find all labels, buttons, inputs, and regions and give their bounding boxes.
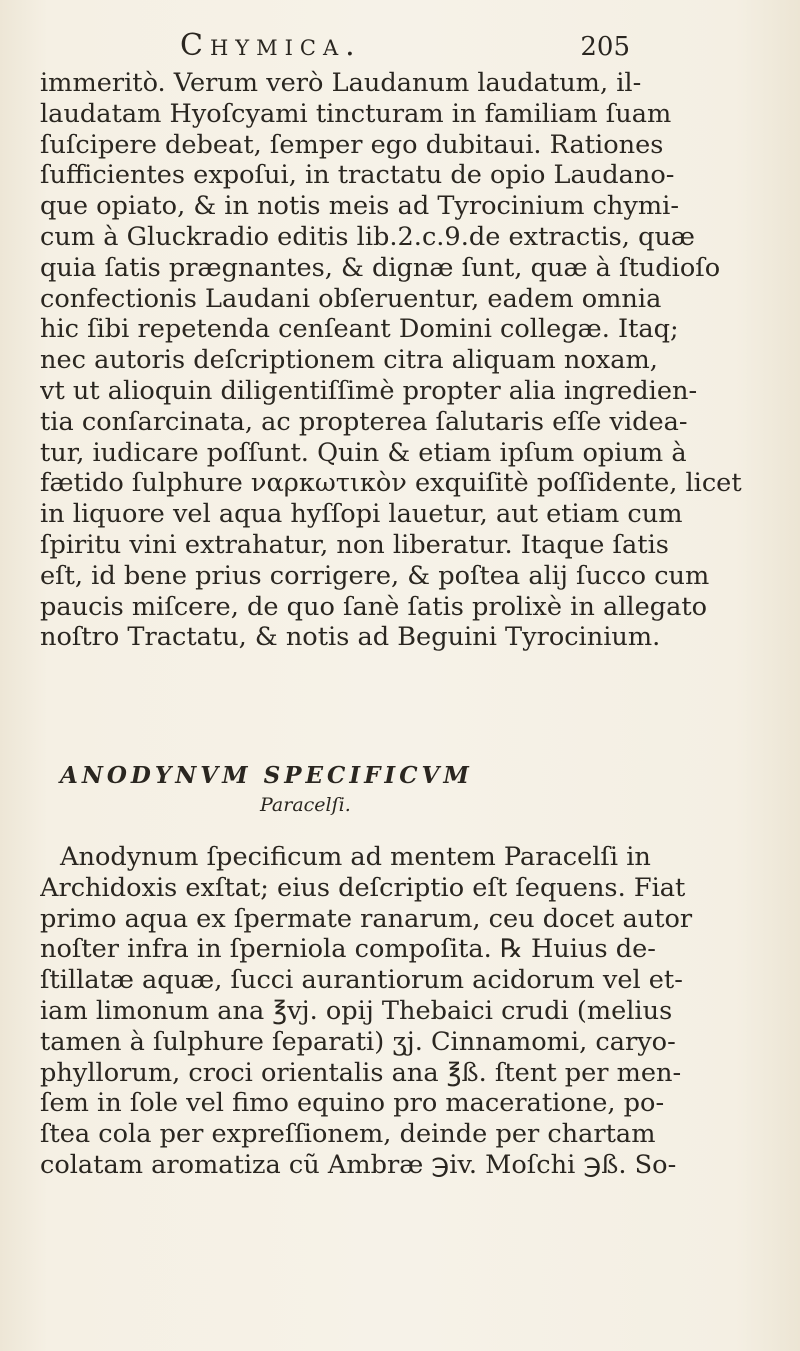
text-line: hic ſibi repetenda cenſeant Domini collegæ. Itaq; [40, 314, 679, 345]
text-line: ſtea cola per expreſſionem, deinde per chartam [40, 1119, 656, 1150]
paragraph-2 [40, 842, 780, 1181]
text-line: confectionis Laudani obſeruentur, eadem omnia [40, 283, 662, 314]
text-line: colatam aromatiza cũ Ambræ ℈iv. Moſchi ℈ß. So- [40, 1149, 677, 1180]
page-number: 205 [580, 32, 630, 62]
text-line: vt ut alioquin diligentiſſimè propter alia ingredien- [40, 375, 698, 406]
text-line: ſufficientes expoſui, in tractatu de opio Laudano- [40, 160, 675, 191]
section-heading: ANODYNVM SPECIFICVM [60, 762, 473, 789]
text-line: in liquore vel aqua hyſſopi lauetur, aut etiam cum [40, 499, 683, 530]
text-line: que opiato, & in notis meis ad Tyrocinium chymi- [40, 191, 679, 222]
text-line: tamen à ſulphure ſeparati) ʒj. Cinnamomi, caryo- [40, 1026, 676, 1057]
text-line: ſpiritu vini extrahatur, non liberatur. Itaque ſatis [40, 529, 669, 560]
text-line: tur, iudicare poſſunt. Quin & etiam ipſum opium à [40, 437, 687, 468]
text-line: immeritò. Verum verò Laudanum laudatum, il- [40, 68, 642, 98]
text-line: noſter infra in ſperniola compoſita. ℞ Huius de- [40, 934, 656, 965]
text-line: tia conſarcinata, ac propterea ſalutaris eſſe videa- [40, 406, 688, 437]
text-line: quia ſatis prægnantes, & dignæ ſunt, quæ à ſtudioſo [40, 252, 721, 283]
text-line: primo aqua ex ſpermate ranarum, ceu docet autor [40, 903, 693, 934]
text-line: nec autoris deſcriptionem citra aliquam noxam, [40, 345, 658, 376]
text-line: cum à Gluckradio editis lib.2.c.9.de extractis, quæ [40, 221, 695, 252]
paragraph-1 [40, 68, 780, 653]
text-line: noſtro Tractatu, & notis ad Beguini Tyrocinium. [40, 622, 661, 653]
text-line: laudatam Hyoſcyami tincturam in familiam ſuam [40, 98, 672, 129]
text-line: Archidoxis exſtat; eius deſcriptio eſt ſequens. Fiat [40, 872, 686, 903]
running-head-title: Chymica. [180, 28, 362, 63]
section-subheading: Paracelſi. [260, 794, 351, 816]
text-line: ſem in ſole vel fimo equino pro maceratione, po- [40, 1088, 665, 1119]
text-line: iam limonum ana ℥vj. opij Thebaici crudi (melius [40, 995, 673, 1026]
text-line: ſuſcipere debeat, ſemper ego dubitaui. Rationes [40, 129, 664, 160]
text-line: eſt, id bene prius corrigere, & poſtea alij ſucco cum [40, 560, 710, 591]
text-line: ſtillatæ aquæ, ſucci aurantiorum acidorum vel et- [40, 965, 683, 996]
text-line: fætido ſulphure ναρκωτικὸν exquiſitè poſſidente, licet [40, 468, 742, 499]
text-line: Anodynum ſpecificum ad mentem Paracelſi in [60, 842, 651, 872]
running-head [180, 28, 630, 72]
text-line: paucis miſcere, de quo ſanè ſatis prolixè in allegato [40, 591, 708, 622]
text-line: phyllorum, croci orientalis ana ℥ß. ſtent per men- [40, 1057, 682, 1088]
